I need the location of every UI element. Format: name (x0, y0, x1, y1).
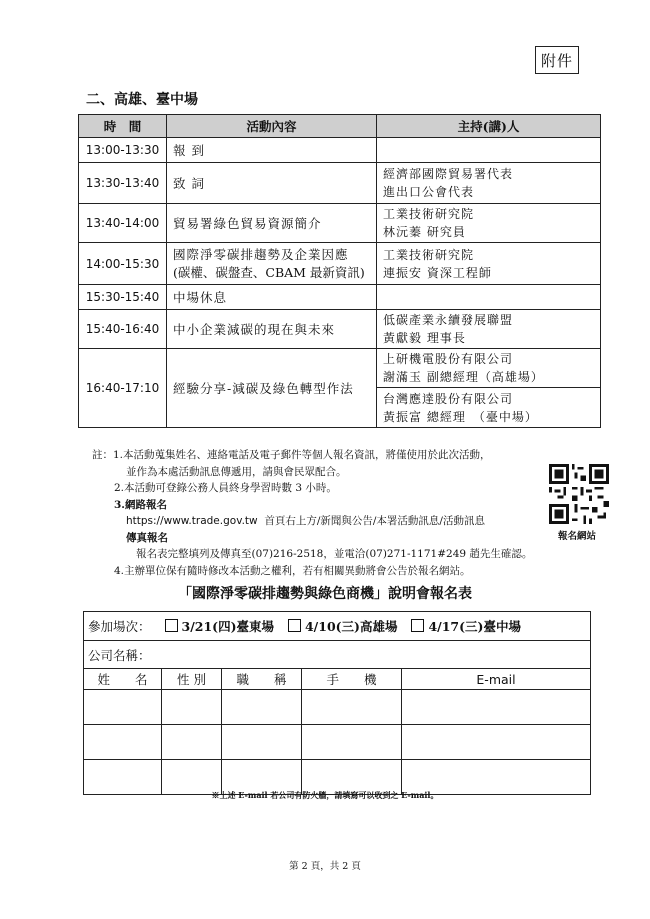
venue-checkbox-kaohsiung[interactable] (288, 619, 301, 632)
schedule-table (78, 114, 601, 428)
host-org: 工業技術研究院 (383, 207, 475, 221)
table-row (79, 204, 601, 243)
activity-line: (碳權、碳盤查、CBAM 最新資訊) (173, 264, 365, 280)
host-org: 工業技術研究院 (383, 247, 475, 262)
venue-row (84, 612, 591, 641)
attachment-label: 附件 (535, 46, 579, 74)
form-header-row (84, 669, 591, 690)
host-person: 連振安 資深工程師 (383, 265, 492, 280)
col-header-email: E-mail (402, 669, 591, 690)
form-entry-row (84, 725, 591, 760)
form-entry-row (84, 690, 591, 725)
form-footnote: ※上述 E-mail 若公司有防火牆，請填寫可以收到之 E-mail。 (211, 790, 439, 800)
host-cell (377, 388, 601, 428)
company-label: 公司名稱： (88, 647, 151, 663)
venue-checkbox-taichung[interactable] (411, 619, 424, 632)
note-line (92, 513, 562, 530)
venue-option-taichung: 4/17(三)臺中場 (428, 619, 521, 634)
activity-cell: 經驗分享-減碳及綠色轉型作法 (167, 349, 377, 428)
host-cell (377, 310, 601, 349)
activity-cell: 中小企業減碳的現在與未來 (167, 310, 377, 349)
time-cell: 13:30-13:40 (79, 163, 167, 204)
table-row (79, 349, 601, 388)
activity-cell: 報 到 (167, 138, 377, 163)
company-field[interactable] (84, 641, 591, 669)
col-header-gender: 性 別 (162, 669, 222, 690)
signup-url-link[interactable]: https://www.trade.gov.tw (126, 515, 258, 527)
email-field[interactable] (402, 690, 591, 725)
venue-option-kaohsiung: 4/10(三)高雄場 (304, 619, 398, 634)
note-line: 傳真報名 (126, 531, 168, 544)
qr-caption: 報名網站 (558, 531, 597, 542)
note-line: 2.本活動可登錄公務人員終身學習時數 3 小時。 (114, 482, 337, 494)
activity-cell: 致 詞 (167, 163, 377, 204)
note-line: 4.主辦單位保有隨時修改本活動之權利，若有相關異動將會公告於報名網站。 (114, 564, 471, 577)
qr-code-icon[interactable] (549, 464, 609, 524)
company-row (84, 641, 591, 669)
col-header-title: 職 稱 (222, 669, 302, 690)
note-line: 3.網路報名 (114, 498, 167, 511)
host-org: 經濟部國際貿易署代表 (383, 167, 514, 181)
venue-label: 參加場次： (88, 619, 151, 634)
name-field[interactable] (84, 690, 162, 725)
time-cell: 13:40-14:00 (79, 204, 167, 243)
activity-cell: 貿易署綠色貿易資源簡介 (167, 204, 377, 243)
venue-option-taitung: 3/21(四)臺東場 (181, 619, 274, 634)
col-header-name: 姓 名 (84, 669, 162, 690)
table-row (79, 310, 601, 349)
mobile-field[interactable] (302, 725, 402, 760)
host-person: 謝滿玉 副總經理（高雄場） (383, 370, 544, 384)
header-host: 主持(講)人 (377, 115, 601, 138)
note-line: 並作為本處活動訊息傳遞用，請與會民眾配合。 (126, 465, 347, 478)
host-cell (377, 138, 601, 163)
host-org: 低碳產業永續發展聯盟 (383, 313, 514, 327)
table-row (79, 243, 601, 285)
schedule-header-row (79, 115, 601, 138)
note-line: 註：1.本活動蒐集姓名、連絡電話及電子郵件等個人報名資訊，將僅使用於此次活動， (92, 449, 491, 461)
host-org: 台灣應達股份有限公司 (383, 391, 514, 406)
venue-cell (84, 612, 591, 641)
time-cell: 15:40-16:40 (79, 310, 167, 349)
header-time: 時 間 (79, 115, 167, 138)
activity-line: 國際淨零碳排趨勢及企業因應 (173, 246, 349, 262)
table-row (79, 163, 601, 204)
table-row (79, 138, 601, 163)
form-title: 「國際淨零碳排趨勢與綠色商機」說明會報名表 (178, 586, 472, 602)
activity-cell: 中場休息 (167, 285, 377, 310)
host-person: 黃獻毅 理事長 (383, 331, 466, 345)
time-cell: 14:00-15:30 (79, 243, 167, 285)
email-field[interactable] (402, 725, 591, 760)
host-cell (377, 285, 601, 310)
section-heading: 二、高雄、臺中場 (86, 92, 198, 108)
activity-cell (167, 243, 377, 285)
note-line: 報名表完整填列及傳真至(07)216-2518，並電洽(07)271-1171#249 趙先生確認。 (136, 548, 533, 560)
time-cell: 15:30-15:40 (79, 285, 167, 310)
registration-form-table (83, 611, 591, 795)
host-person: 黃振富 總經理 （臺中場） (383, 409, 538, 424)
name-field[interactable] (84, 725, 162, 760)
title-field[interactable] (222, 690, 302, 725)
gender-field[interactable] (162, 725, 222, 760)
time-cell: 16:40-17:10 (79, 349, 167, 428)
host-cell (377, 243, 601, 285)
col-header-mobile: 手 機 (302, 669, 402, 690)
gender-field[interactable] (162, 690, 222, 725)
notes-block (92, 447, 562, 579)
time-cell: 13:00-13:30 (79, 138, 167, 163)
venue-checkbox-taitung[interactable] (165, 619, 178, 632)
host-cell (377, 163, 601, 204)
url-path-text: 首頁右上方/新聞與公告/本署活動訊息/活動訊息 (264, 515, 485, 527)
header-activity: 活動內容 (167, 115, 377, 138)
title-field[interactable] (222, 725, 302, 760)
page-number: 第 2 頁，共 2 頁 (289, 861, 361, 872)
mobile-field[interactable] (302, 690, 402, 725)
host-org: 上研機電股份有限公司 (383, 352, 514, 366)
host-cell (377, 349, 601, 388)
host-cell (377, 204, 601, 243)
host-person: 林沅蓁 研究員 (383, 225, 466, 239)
table-row (79, 285, 601, 310)
host-person: 進出口公會代表 (383, 185, 475, 199)
